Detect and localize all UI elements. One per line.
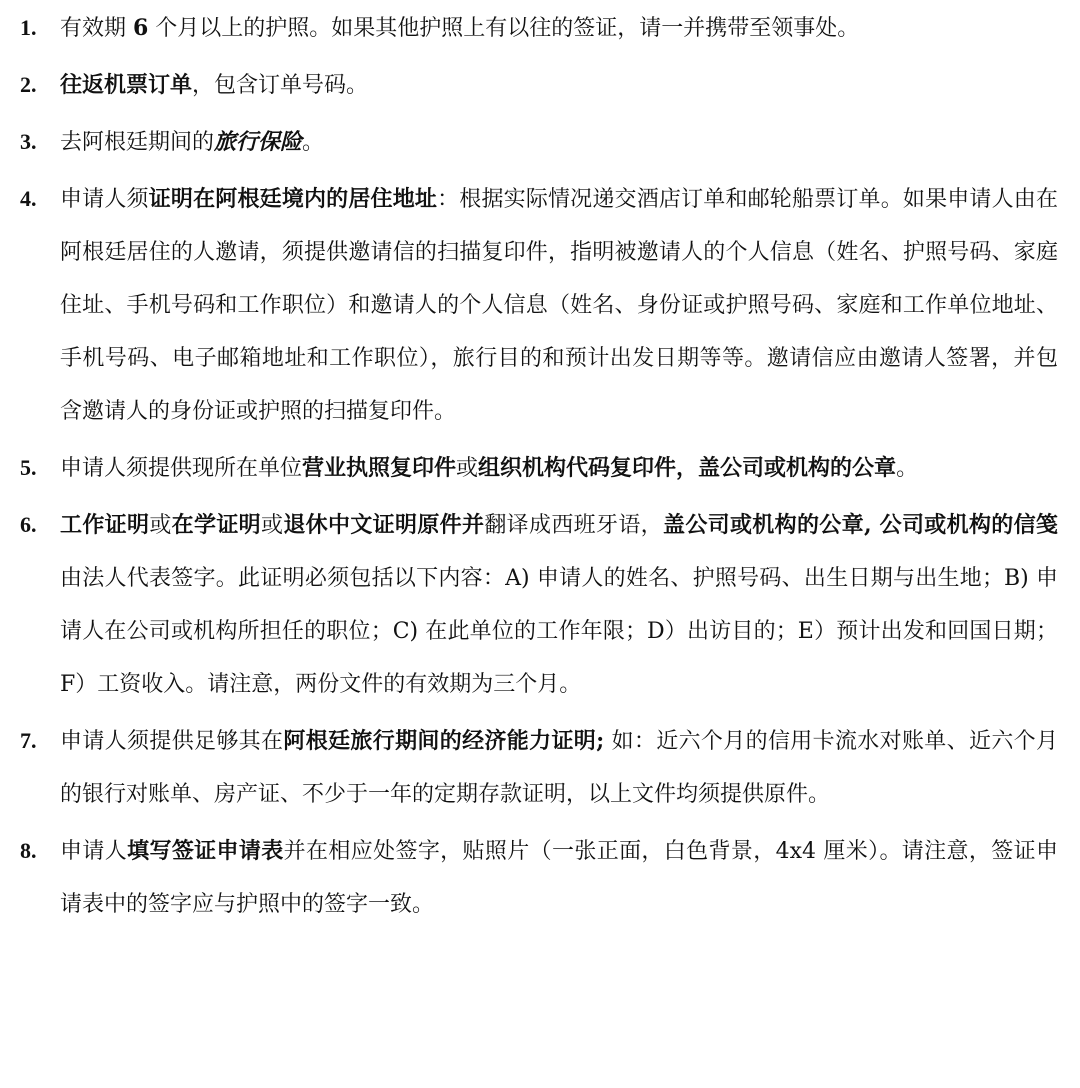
- item-text: [60, 116, 1058, 169]
- text-segment-bold: 组织机构代码复印件，盖公司或机构的公章: [478, 454, 897, 481]
- text-segment-bold: 往返机票订单: [60, 71, 193, 98]
- item-number: 6.: [20, 512, 37, 537]
- item-text: [60, 499, 1058, 711]
- item-number: 7.: [20, 728, 37, 753]
- item-text: [60, 442, 1058, 495]
- text-segment-bold: 营业执照复印件: [302, 454, 457, 481]
- item-text: [60, 2, 1058, 55]
- text-segment: 翻译成西班牙语，: [484, 512, 663, 538]
- requirement-item-6: [20, 507, 1058, 702]
- item-number: 4.: [20, 186, 37, 211]
- requirement-item-8: [20, 833, 1058, 922]
- requirement-item-1: [20, 10, 1058, 46]
- text-segment: 申请人须: [60, 186, 149, 212]
- text-segment-bold: 工作证明: [60, 511, 150, 538]
- requirement-item-3: [20, 124, 1058, 160]
- requirement-item-5: [20, 450, 1058, 486]
- text-segment-bold: 在学证明: [171, 511, 261, 538]
- text-segment-bold: 盖公司或机构的公章, 公司或机构的信笺: [662, 511, 1058, 538]
- item-text: [60, 59, 1058, 112]
- item-number: 1.: [20, 15, 37, 40]
- text-segment: 或: [456, 455, 479, 481]
- text-segment-bold: 6: [133, 14, 149, 41]
- text-segment: 申请人须提供足够其在: [60, 728, 284, 754]
- text-segment-bold: 阿根廷旅行期间的经济能力证明;: [283, 727, 605, 754]
- item-text: [60, 173, 1058, 438]
- text-segment: ：根据实际情况递交酒店订单和邮轮船票订单。如果申请人由在阿根廷居住的人邀请，须提供邀请信的扫描复印件，指明被邀请人的个人信息（姓名、护照号码、家庭住址、手机号码和工作职位）和邀请人的个人信息（姓名、身份证或护照号码、家庭和工作单位地址、手机号码、电子邮箱地址和工作职位），旅行目的和预计出发日期等等。邀请信应由邀请人签署，并包含邀请人的身份证或护照的扫描复印件。: [60, 186, 1058, 424]
- text-segment: 或: [261, 512, 284, 538]
- item-number: 2.: [20, 72, 37, 97]
- text-segment-bold: 退休中文证明原件并: [283, 511, 485, 538]
- text-segment-bold-italic: 旅行保险: [214, 128, 303, 155]
- text-segment: 如：近六个月的信用卡流水对账单、近六个月的银行对账单、房产证、不少于一年的定期存款证明，以上文件均须提供原件。: [60, 728, 1058, 807]
- text-segment-bold: 证明在阿根廷境内的居住地址: [148, 185, 438, 212]
- text-segment: 申请人须提供现所在单位: [60, 455, 303, 481]
- item-number: 8.: [20, 838, 37, 863]
- requirement-item-4: [20, 181, 1058, 429]
- item-number: 5.: [20, 455, 37, 480]
- text-segment: 申请人: [60, 838, 128, 864]
- requirement-item-7: [20, 723, 1058, 812]
- text-segment: 由法人代表签字。此证明必须包括以下内容：A) 申请人的姓名、护照号码、出生日期与出生地；B) 申请人在公司或机构所担任的职位；C) 在此单位的工作年限；D）出访目的；E）预计出发和回国日期；F）工资收入。请注意，两份文件的有效期为三个月。: [60, 565, 1058, 697]
- text-segment: 。: [896, 455, 919, 481]
- item-number: 3.: [20, 129, 37, 154]
- text-segment: 有效期: [60, 15, 133, 41]
- item-text: [60, 715, 1058, 821]
- text-segment: 。: [302, 129, 325, 155]
- text-segment-bold: 填写签证申请表: [127, 837, 284, 864]
- text-segment: 去阿根廷期间的: [60, 129, 215, 155]
- text-segment: 并在相应处签字，贴照片（一张正面，白色背景，4x4 厘米）。请注意，签证申请表中的签字应与护照中的签字一致。: [60, 838, 1058, 917]
- text-segment: 个月以上的护照。如果其他护照上有以往的签证，请一并携带至领事处。: [148, 15, 860, 41]
- requirement-item-2: [20, 67, 1058, 103]
- text-segment: ，包含订单号码。: [192, 72, 369, 98]
- item-text: [60, 825, 1058, 931]
- text-segment: 或: [149, 512, 172, 538]
